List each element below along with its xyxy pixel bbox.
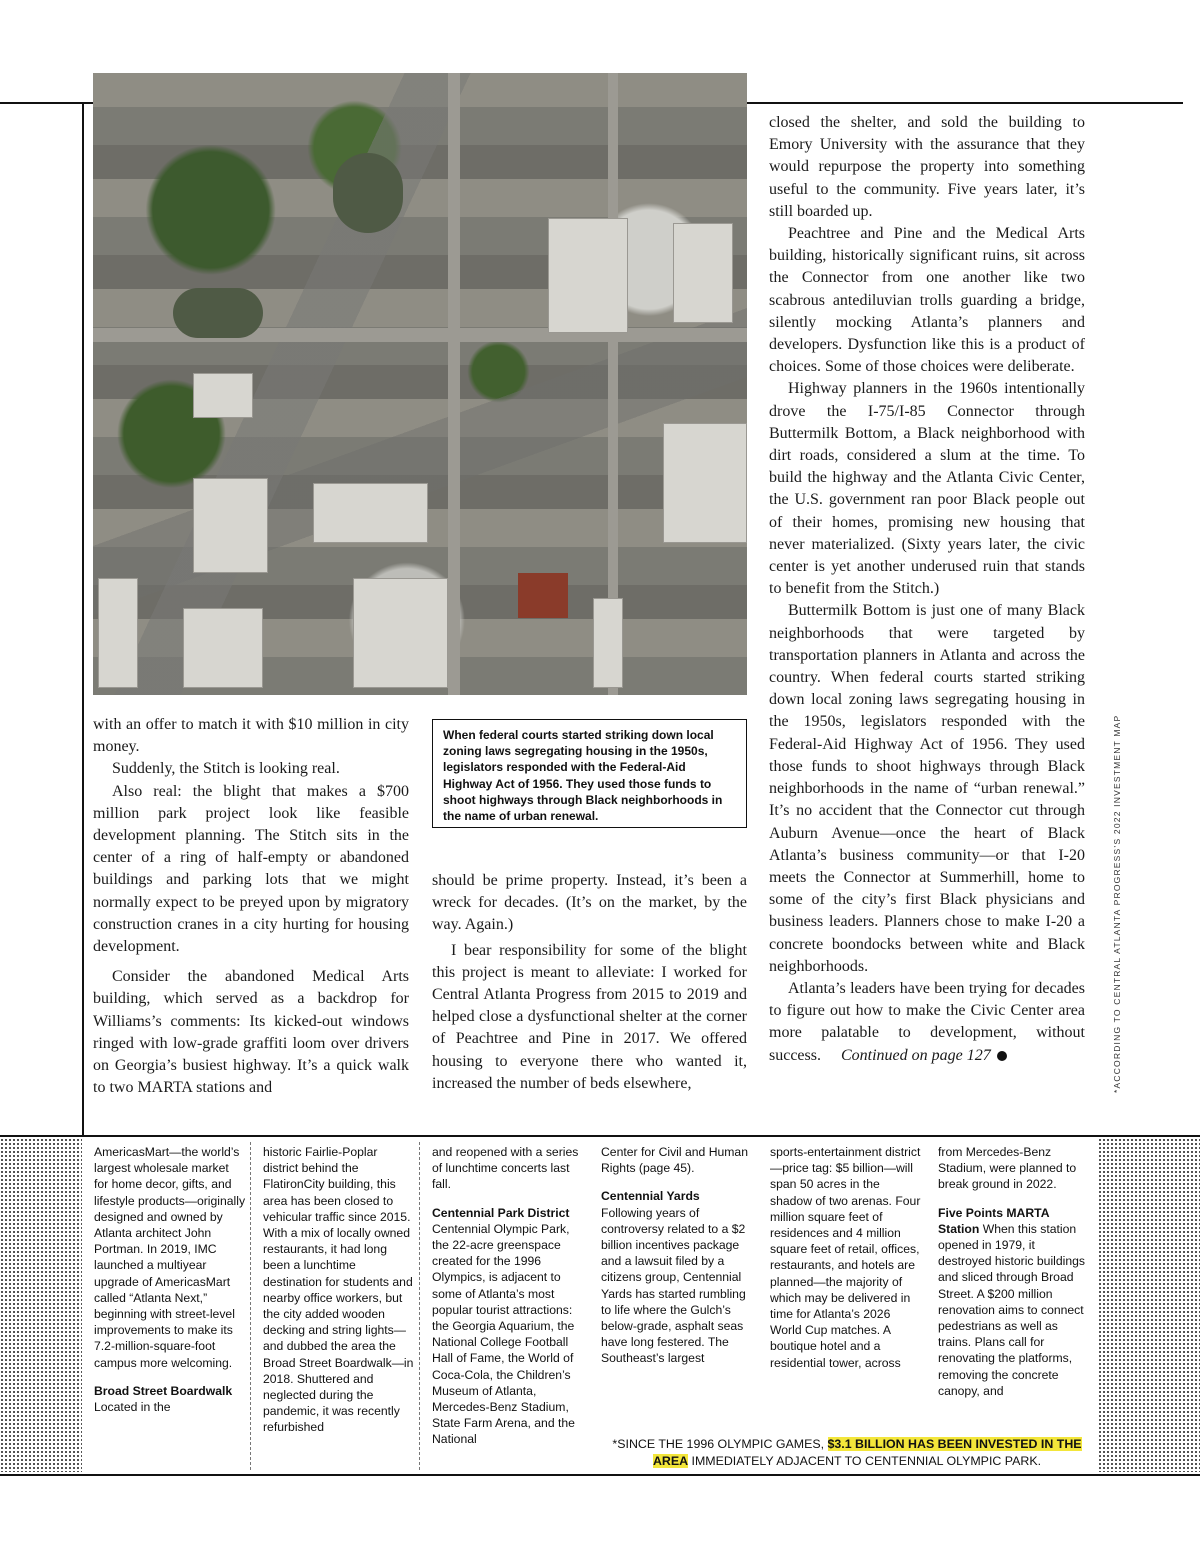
paragraph: with an offer to match it with $10 million in city money. [93, 716, 409, 756]
sidebar-column-3 [432, 1144, 584, 1448]
paragraph: Also real: the blight that makes a $700 million park project look like feasible development planning. The Stitch sits in the center of a ring of half-empty or abandoned buildings and parking lots that we might normally expect to be preyed upon by migratory construction cranes in a city hurting for housing development. [93, 782, 409, 956]
photo-building [313, 483, 428, 543]
sidebar-column-6 [938, 1144, 1090, 1399]
left-margin-rule [82, 102, 84, 1135]
sidebar-text: Following years of controversy related to a $2 billion incentives package and a lawsuit filed by a citizens group, Centennial Yards has started rumbling to life where the Gulch’s below-grade, asphalt seas have long festered. The Southeast’s largest [601, 1205, 746, 1366]
dot-pattern-left [0, 1138, 82, 1472]
paragraph: Peachtree and Pine and the Medical Arts building, historically significant ruins, sit across the Connector from one another like two scabrous antediluvian trolls guarding a bridge, silently mocking Atlanta’s planners and developers. Dysfunction like this is a product of choices. Some of those choices were deliberate. [769, 225, 1085, 376]
photo-tree-cluster [333, 153, 403, 233]
continued-link[interactable]: Continued on page 127 [840, 1046, 991, 1064]
sidebar-heading: Centennial Yards [601, 1189, 700, 1204]
photo-caption: When federal courts started striking down local zoning laws segregating housing in the 1950s, legislators responded with the Federal-Aid Highway Act of 1956. They used those funds to shoot highways through Black neighborhoods in the name of urban renewal. [432, 719, 747, 828]
photo-building [353, 578, 448, 688]
sidebar-paragraph: and reopened with a series of lunchtime concerts last fall. [432, 1145, 579, 1192]
photo-building [193, 373, 253, 418]
column-divider [250, 1142, 251, 1470]
body-column-2 [432, 870, 747, 1095]
footnote-text: IMMEDIATELY ADJACENT TO CENTENNIAL OLYMPIC PARK. [688, 1454, 1042, 1468]
footnote [600, 1436, 1094, 1470]
photo-building [193, 478, 268, 573]
paragraph: Suddenly, the Stitch is looking real. [112, 760, 340, 778]
sidebar-paragraph: Center for Civil and Human Rights (page 45). [601, 1145, 748, 1176]
photo-building [593, 598, 623, 688]
sidebar-paragraph [601, 1188, 753, 1366]
photo-road [448, 73, 460, 695]
sidebar-paragraph [94, 1383, 246, 1415]
footnote-text: *SINCE THE 1996 OLYMPIC GAMES, [612, 1437, 828, 1451]
sidebar-column-1 [94, 1144, 246, 1415]
sidebar-paragraph: sports-entertainment district—price tag: $5 billion—will span 50 acres in the shadow of two arenas. Four million square feet of residences and 4 million square feet of retail, offices, restaurants, and hotels are planned—the majority of which may be delivered in time for Atlanta’s 2026 World Cup matches. A boutique hotel and a residential tower, across [770, 1145, 921, 1370]
body-column-1 [93, 714, 409, 1099]
sidebar-column-2 [263, 1144, 415, 1436]
photo-tennis-court [518, 573, 568, 618]
paragraph: I bear responsibility for some of the blight this project is meant to alleviate: I worked for Central Atlanta Progress from 2015 to 2019 and helped close a dysfunctional shelter at the corner of Peachtree and Pine in 2017. We offered housing to everyone there who wanted it, increased the number of beds elsewhere, [432, 941, 747, 1092]
body-column-3 [769, 112, 1085, 1067]
dot-pattern-right [1098, 1138, 1200, 1472]
sidebar-heading: Broad Street Boardwalk [94, 1383, 233, 1398]
paragraph: Consider the abandoned Medical Arts building, which served as a backdrop for Williams’s comments: Its kicked-out windows ringed with low-grade graffiti loom over drivers on Georgia’s busiest highway. It’s a quick walk to two MARTA stations and [93, 968, 409, 1097]
photo-building [98, 578, 138, 688]
column-divider [419, 1142, 420, 1470]
sidebar-text: Centennial Olympic Park, the 22-acre greenspace created for the 1996 Olympics, is adjacent to some of Atlanta’s most popular tourist attractions: the Georgia Aquarium, the National College Football Hall of Fame, the World of Coca-Cola, the Children’s Museum of Atlanta, Mercedes-Benz Stadium, State Farm Arena, and the National [432, 1221, 575, 1447]
sidebar-paragraph: AmericasMart—the world’s largest wholesale market for home decor, gifts, and lifestyle products—originally designed and owned by Atlanta architect John Portman. In 2019, IMC launched a multiyear upgrade of AmericasMart called “Atlanta Next,” beginning with street-level improvements to make its 7.2-million-square-foot campus more welcoming. [94, 1145, 246, 1370]
top-rule-left [0, 102, 93, 104]
sidebar-paragraph [432, 1205, 584, 1448]
sidebar-column-4 [601, 1144, 753, 1367]
photo-building [663, 423, 747, 543]
sidebar-paragraph: from Mercedes-Benz Stadium, were planned to break ground in 2022. [938, 1145, 1077, 1192]
aerial-photo [93, 73, 747, 695]
sidebar-bottom-rule [0, 1474, 1200, 1476]
side-note: *ACCORDING TO CENTRAL ATLANTA PROGRESS’S 2022 INVESTMENT MAP [1112, 714, 1122, 1093]
photo-tree-cluster [173, 288, 263, 338]
top-rule-right [747, 102, 1183, 104]
sidebar-column-5 [770, 1144, 922, 1371]
paragraph: Buttermilk Bottom is just one of many Black neighborhoods that were targeted by transportation planners in Atlanta and across the country. When federal courts started striking down local zoning laws segregating housing in the 1950s, legislators responded with the Federal-Aid Highway Act of 1956. They used those funds to shoot highways through Black neighborhoods in the name of “urban renewal.” It’s no accident that the Connector cut through Auburn Avenue—once the heart of Black Atlanta’s business community—or that I-20 meets the Connector at Summerhill, home to some of the city’s first Black physicians and business leaders. Planners chose to make I-20 a concrete boondocks between white and Black neighborhoods. [769, 602, 1085, 975]
sidebar-top-rule [0, 1135, 1200, 1137]
end-mark-icon [997, 1051, 1007, 1061]
footnote-highlight: $3.1 BILLION HAS BEEN INVESTED IN THE AREA [652, 1437, 1082, 1468]
photo-building [673, 223, 733, 323]
sidebar-paragraph [938, 1205, 1090, 1399]
paragraph: should be prime property. Instead, it’s been a wreck for decades. (It’s on the market, by the way. Again.) [432, 872, 747, 934]
sidebar-paragraph: historic Fairlie-Poplar district behind the FlatironCity building, this area has been closed to vehicular traffic since 2015. With a mix of locally owned restaurants, it had long been a lunchtime destination for students and nearby office workers, but the city added wooden decking and string lights—and dubbed the area the Broad Street Boardwalk—in 2018. Shuttered and neglected during the pandemic, it was recently refurbished [263, 1145, 414, 1435]
sidebar-text: When this station opened in 1979, it destroyed historic buildings and sliced through Broad Street. A $200 million renovation aims to connect pedestrians as well as trains. Plans call for renovating the platforms, removing the concrete canopy, and [938, 1221, 1086, 1398]
paragraph [769, 978, 1085, 1067]
sidebar-heading: Five Points MARTA Station [938, 1205, 1050, 1236]
paragraph-text: Atlanta’s leaders have been trying for decades to figure out how to make the Civic Center area more palatable to development, without success. [769, 979, 1085, 1064]
paragraph: closed the shelter, and sold the building to Emory University with the assurance that they would repurpose the property into something useful to the community. Five years later, it’s still boarded up. [769, 114, 1085, 220]
photo-building [183, 608, 263, 688]
paragraph: Highway planners in the 1960s intentionally drove the I-75/I-85 Connector through Buttermilk Bottom, a Black neighborhood with dirt roads, considered a slum at the time. To build the highway and the Atlanta Civic Center, the U.S. government ran poor Black people out of their homes, promising new housing that never materialized. (Sixty years later, the civic center is yet another underused ruin that stands to benefit from the Stitch.) [769, 380, 1085, 598]
sidebar-heading: Centennial Park District [432, 1205, 570, 1220]
photo-building [548, 218, 628, 333]
sidebar-text: Located in the [94, 1400, 171, 1415]
